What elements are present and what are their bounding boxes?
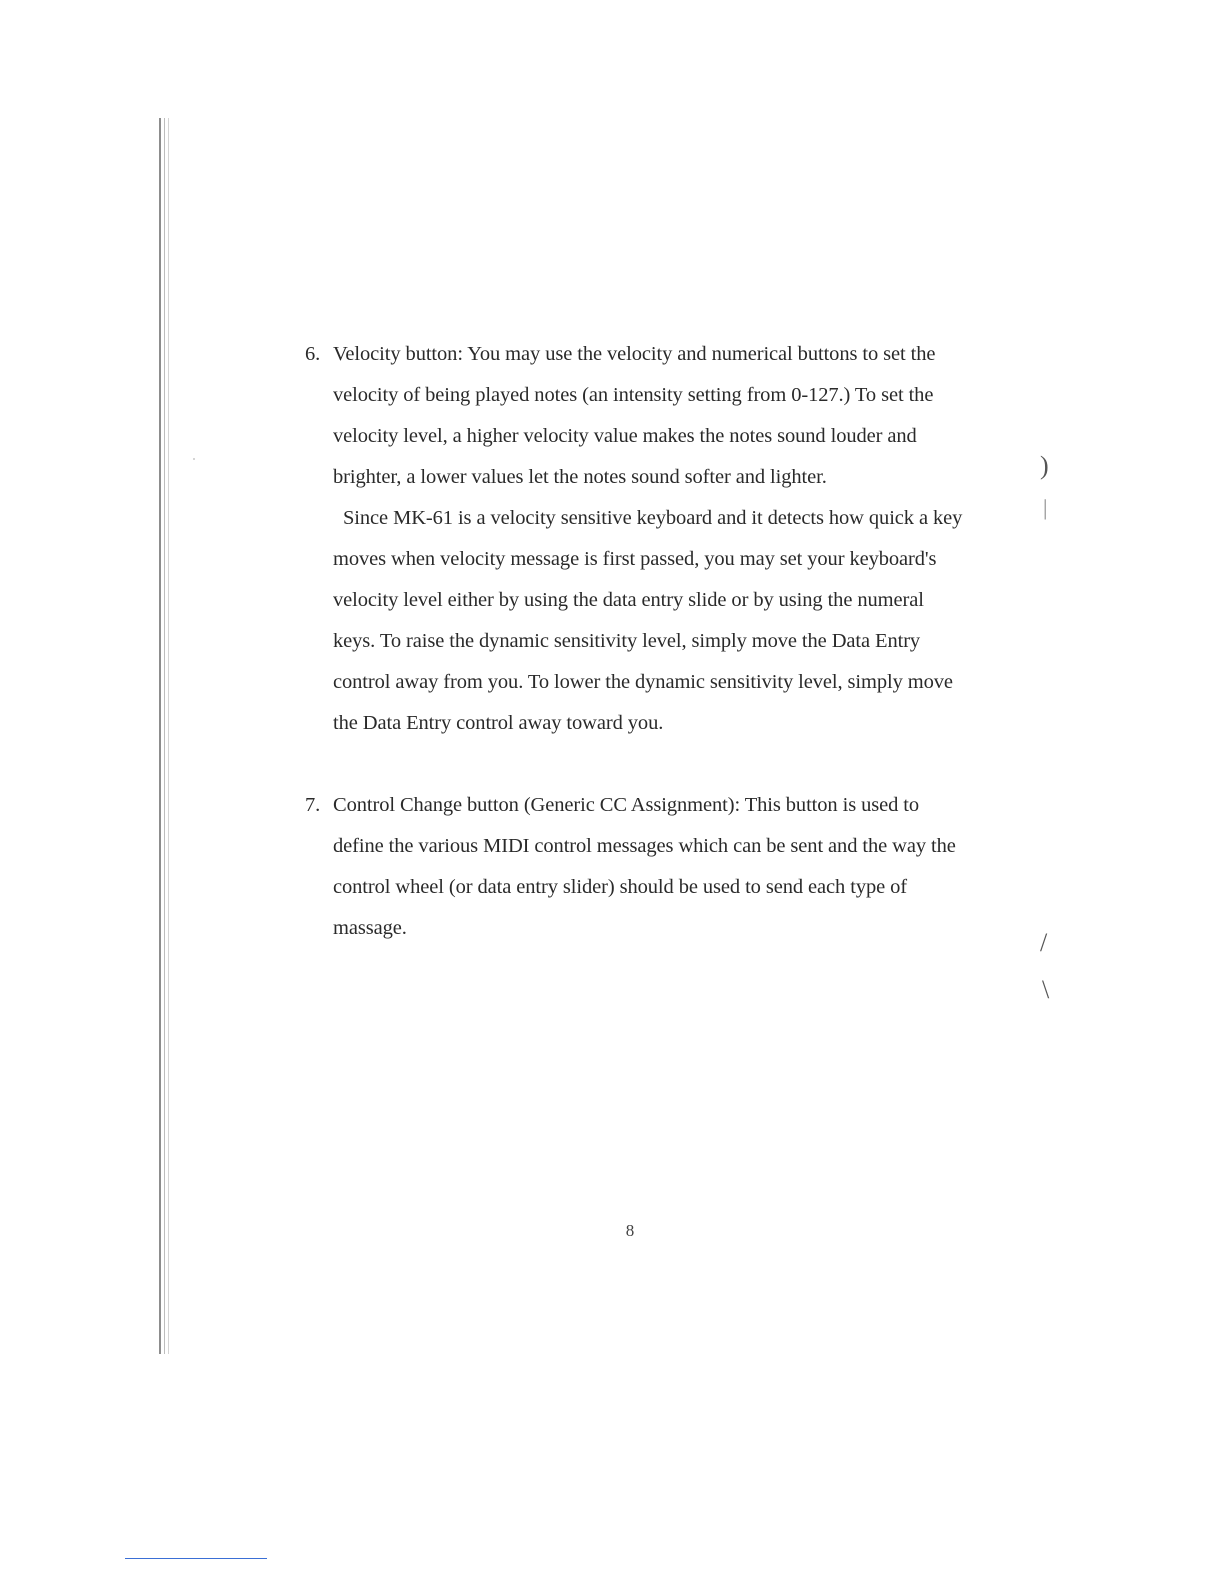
paragraph: Since MK-61 is a velocity sensitive keyboard and it detects how quick a key moves when velocity message is first passed, you may set your keyboard's velocity level either by using the data entry slide or by using the numeral keys. To raise the dynamic sensitivity level, simply move the Data Entry control away from you. To lower the dynamic sensitivity level, simply move the Data Entry control away toward you. — [333, 507, 963, 734]
scan-binding-shadow — [159, 118, 171, 1354]
binding-line — [168, 118, 169, 1354]
paragraph: Velocity button: You may use the velocity and numerical buttons to set the velocity of being played notes (an intensity setting from 0-127.) To set the velocity level, a higher velocity value makes the notes sound louder and brighter, a lower values let the notes sound softer and lighter. — [333, 343, 936, 488]
margin-mark: \ — [1042, 975, 1050, 1004]
binding-line — [159, 118, 161, 1354]
footnote-rule — [125, 1558, 267, 1559]
page-body — [305, 334, 965, 949]
paragraph: Control Change button (Generic CC Assignment): This button is used to define the various MIDI control messages which can be sent and the way the control wheel (or data entry slider) should be used to send each type of massage. — [333, 794, 956, 939]
item-number: 7. — [305, 794, 321, 816]
binding-line — [164, 118, 165, 1354]
list-item-velocity-button — [305, 334, 965, 744]
margin-mark: ) — [1040, 451, 1049, 480]
margin-mark: | — [1043, 495, 1048, 520]
margin-mark: / — [1040, 928, 1048, 957]
page-number: 8 — [625, 1221, 635, 1240]
list-item-control-change-button — [305, 785, 965, 949]
scan-speck — [193, 458, 195, 460]
item-number: 6. — [305, 343, 321, 365]
